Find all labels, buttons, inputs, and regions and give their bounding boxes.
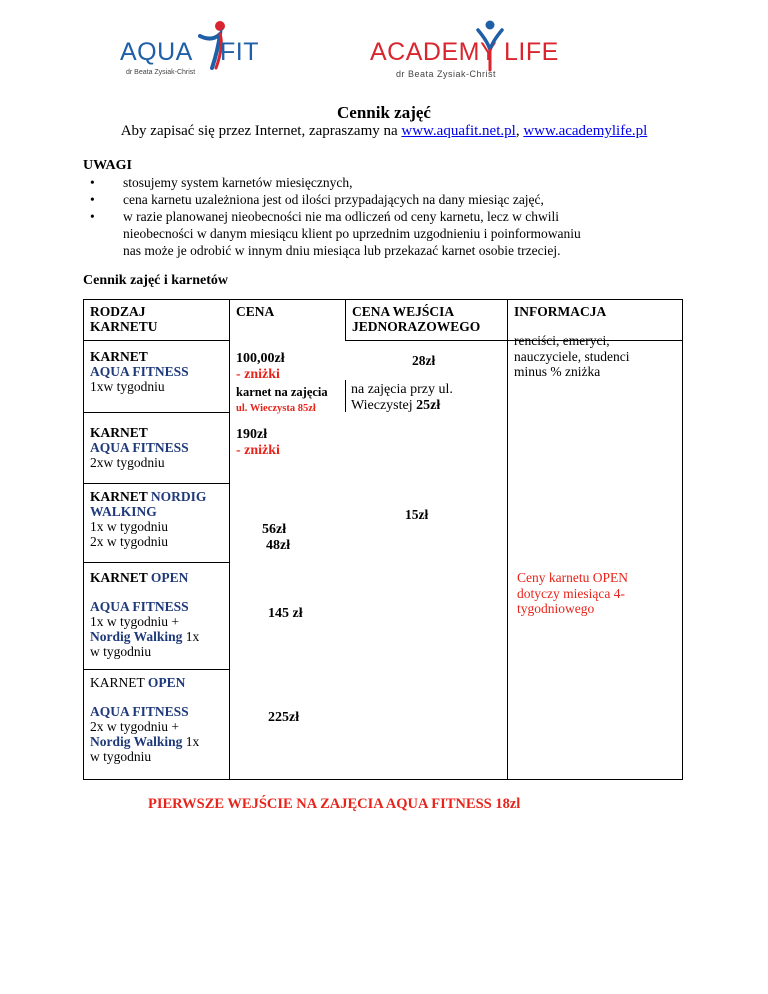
header-type-line: KARNETU (90, 319, 158, 334)
karnet-frequency: 2xw tygodniu (90, 455, 165, 470)
karnet-frequency: 2x w tygodniu + (90, 719, 179, 734)
row4-type (90, 570, 199, 659)
row2-type (90, 425, 189, 470)
academylife-figure-icon (476, 20, 504, 72)
karnet-frequency: w tygodniu (90, 644, 152, 659)
notes-heading: UWAGI (83, 158, 133, 173)
bullet-icon: • (90, 192, 95, 207)
row4-price: 145 zł (268, 606, 303, 621)
logo-academy-text: ACADEMY (370, 38, 498, 66)
karnet-name: AQUA FITNESS (90, 364, 189, 379)
info-line: minus % zniżka (514, 364, 601, 379)
row1-single-price: 28zł (412, 353, 436, 368)
karnet-frequency: 1xw tygodniu (90, 379, 165, 394)
table-border-bottom (83, 779, 683, 780)
logo-aqua-text: AQUA (120, 38, 193, 66)
academylife-logo (370, 18, 560, 78)
row1-info (514, 333, 629, 380)
info-line: dotyczy miesiąca 4- (517, 585, 625, 601)
row-divider (83, 669, 229, 670)
col-divider (345, 299, 346, 340)
bullet-icon: • (90, 209, 95, 224)
row3-price (262, 522, 290, 554)
table-border-left (83, 299, 84, 780)
single-note-price: 25zł (416, 398, 441, 413)
col-divider (507, 299, 508, 780)
note-item: w razie planowanej nieobecności nie ma odliczeń od ceny karnetu, lecz w chwili (123, 209, 559, 224)
header-type (90, 304, 158, 334)
karnet-label: KARNET (90, 570, 151, 585)
header-single-entry (352, 304, 480, 334)
header-single-line: JEDNORAZOWEGO (352, 319, 481, 334)
row-divider (83, 340, 229, 341)
info-line: tygodniowego (517, 601, 595, 616)
bullet-icon: • (90, 175, 95, 190)
karnet-frequency: 1x (182, 629, 200, 644)
intro-text: Aby zapisać się przez Internet, zapraszamy na (120, 123, 402, 139)
karnet-name: AQUA FITNESS (90, 440, 189, 455)
discount-label: - zniżki (236, 443, 280, 458)
karnet-name: AQUA FITNESS (90, 599, 189, 614)
header-price: CENA (236, 304, 275, 319)
karnet-name: NORDIG (150, 489, 207, 504)
karnet-frequency: 1x w tygodniu (90, 519, 169, 534)
row5-price: 225zł (268, 710, 300, 725)
karnet-label: KARNET (90, 489, 151, 504)
row1-price (236, 351, 328, 416)
karnet-label: KARNET (90, 349, 148, 364)
academylife-link[interactable]: www.academylife.pl (523, 123, 648, 139)
page-title: Cennik zajęć (337, 103, 431, 122)
price-value: 48zł (266, 538, 291, 553)
karnet-open: OPEN (150, 570, 189, 585)
karnet-name: Nordig Walking (90, 629, 183, 644)
karnet-name: WALKING (90, 504, 157, 519)
karnet-open: OPEN (147, 675, 186, 690)
col-divider (345, 380, 346, 412)
note-item-continued: nieobecności w danym miesiącu klient po uprzednim uzgodnieniu i poinformowaniu (123, 226, 581, 241)
row5-type (90, 675, 199, 764)
header-single-line: CENA WEJŚCIA (352, 304, 455, 319)
header-info: INFORMACJA (514, 304, 607, 319)
price-value: 190zł (236, 427, 268, 442)
signup-intro (0, 123, 768, 140)
row3-type (90, 489, 206, 549)
karnet-frequency: w tygodniu (90, 749, 152, 764)
info-line: Ceny karnetu OPEN (517, 570, 628, 585)
karnet-frequency: 2x w tygodniu (90, 534, 169, 549)
header-type-line: RODZAJ (90, 304, 146, 319)
info-line: renciści, emeryci, (514, 333, 610, 348)
price-value: 100,00zł (236, 351, 285, 366)
karnet-label: KARNET (90, 675, 148, 690)
row4-info (517, 570, 628, 617)
first-entry-note: PIERWSZE WEJŚCIE NA ZAJĘCIA AQUA FITNESS 18zl (148, 796, 521, 812)
karnet-frequency: 1x w tygodniu + (90, 614, 179, 629)
karnet-name: AQUA FITNESS (90, 704, 189, 719)
row1-single-note (351, 382, 453, 414)
price-note-address: ul. Wieczysta 85zł (236, 403, 316, 414)
aquafit-logo (120, 18, 260, 78)
karnet-label: KARNET (90, 425, 148, 440)
note-item-continued: nas może je odrobić w innym dniu miesiąca lub przekazać karnet osobie trzeciej. (123, 243, 561, 258)
table-border-top (83, 299, 683, 300)
logo-author: dr Beata Zysiak-Christ (396, 69, 497, 79)
link-separator: , (515, 123, 524, 139)
logo-fit-text: FIT (220, 38, 259, 66)
karnet-frequency: 1x (182, 734, 200, 749)
row3-single-price: 15zł (405, 507, 429, 522)
info-line: nauczyciele, studenci (514, 348, 630, 364)
logo-life-text: LIFE (504, 38, 559, 66)
row-divider (83, 483, 229, 484)
discount-label: - zniżki (236, 367, 280, 382)
row1-type (90, 349, 189, 394)
price-value: 56zł (262, 522, 287, 537)
aquafit-link[interactable]: www.aquafit.net.pl (401, 123, 516, 139)
single-note-line: Wieczystej (351, 398, 417, 413)
section-title: Cennik zajęć i karnetów (83, 273, 229, 288)
col-divider (229, 299, 230, 780)
row-divider (83, 412, 229, 413)
logo-author: dr Beata Zysiak-Christ (126, 69, 196, 76)
table-border-right (682, 299, 683, 780)
note-item: cena karnetu uzależniona jest od ilości przypadających na dany miesiąc zajęć, (123, 192, 544, 207)
row-divider (83, 562, 229, 563)
single-note-line: na zajęcia przy ul. (351, 382, 453, 397)
price-note: karnet na zajęcia (236, 385, 328, 399)
karnet-name: Nordig Walking (90, 734, 183, 749)
note-item: stosujemy system karnetów miesięcznych, (123, 175, 353, 190)
row2-price (236, 427, 280, 459)
